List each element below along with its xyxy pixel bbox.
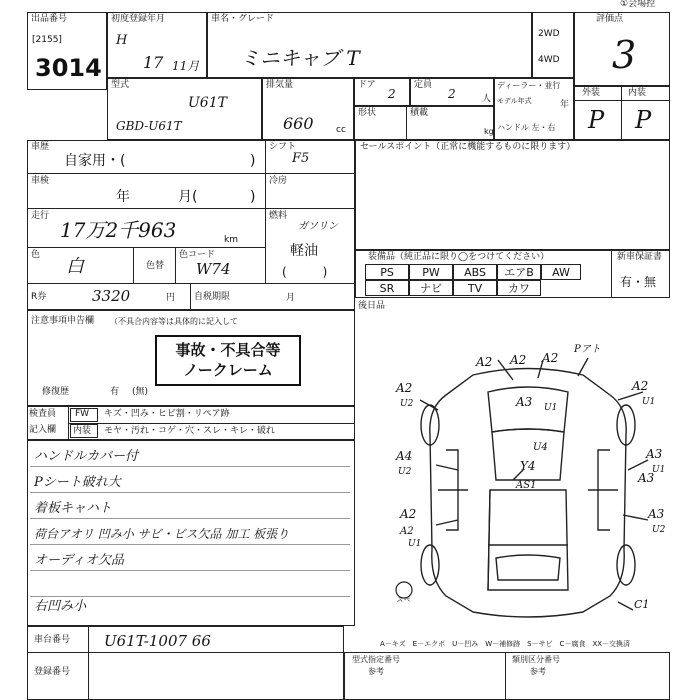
int-label: 内装 — [628, 88, 647, 98]
reg-month: 11月 — [172, 59, 200, 73]
damage-mark: A2 — [510, 353, 527, 367]
damage-mark: A2 — [396, 381, 413, 395]
use-close: ) — [250, 153, 256, 169]
lot-number: 3014 — [35, 54, 102, 82]
fuel-gas: ガソリン — [298, 221, 338, 232]
damage-mark: A3 — [638, 471, 655, 485]
shift-label: シフト — [269, 142, 297, 152]
damage-mark: AS1 — [516, 480, 537, 491]
model-label: 型式 — [111, 80, 130, 90]
insp-close: ) — [250, 189, 256, 205]
handle-label: ハンドル 左・右 — [497, 123, 556, 132]
score-value: 3 — [612, 33, 637, 77]
equip-item-aw: AW — [541, 264, 581, 280]
fw-items: キズ・凹み・ヒビ割・リペア跡 — [104, 409, 230, 419]
cap-unit: 人 — [482, 94, 492, 104]
damage-mark: U4 — [533, 442, 548, 453]
doors-label: ドア — [358, 80, 376, 90]
inspection-label: 車検 — [31, 176, 50, 186]
damage-mark: A4 — [396, 449, 413, 463]
drive-4wd: 4WD — [538, 55, 560, 65]
class-label: 類別区分番号 — [512, 655, 560, 664]
month-char: 月( — [178, 189, 198, 205]
no-claim-stamp — [155, 335, 301, 386]
disp-label: 排気量 — [266, 80, 294, 90]
equip-label: 装備品（純正品に限り◯をつけてください） — [368, 252, 550, 262]
yen-label: 円 — [166, 293, 176, 303]
damage-mark: A3 — [646, 447, 663, 461]
damage-mark: U1 — [544, 403, 558, 413]
damage-mark: A2 — [400, 507, 417, 521]
drive-2wd: 2WD — [538, 29, 560, 39]
equip-item-sr: SR — [365, 280, 409, 296]
ext-label: 外装 — [582, 88, 601, 98]
dealer-label: ディーラー・並行 — [497, 81, 561, 90]
damage-mark: U2 — [652, 525, 666, 535]
shift-value: F5 — [292, 151, 310, 166]
drive-box — [532, 12, 574, 78]
recycle-label: R券 — [31, 292, 47, 302]
mileage-value: 17万2千963 — [60, 218, 177, 242]
cert-ref: 参考 — [368, 667, 384, 676]
color-change-label: 色替 — [146, 261, 165, 271]
damage-mark: Y4 — [520, 459, 536, 473]
damage-mark: A2 — [542, 351, 559, 365]
year-char: 年 — [116, 189, 130, 205]
name-label: 車名・グレード — [211, 14, 275, 24]
reg-label: 初度登録年月 — [111, 14, 166, 24]
inspector-label-2: 記入欄 — [29, 425, 57, 435]
year-unit: 年 — [560, 100, 570, 110]
notice-label: 注意事項申告欄 — [31, 316, 95, 326]
damage-mark: Pアト — [574, 344, 601, 355]
sales-label: セールスポイント（正常に機能するものに限ります） — [360, 142, 576, 152]
wheel-rear-right — [617, 545, 635, 585]
color-label: 色 — [31, 250, 41, 260]
recycle-value: 3320 — [92, 287, 131, 305]
fuel-paren: ( ) — [282, 265, 328, 279]
fuel-label: 燃料 — [269, 211, 288, 221]
damage-mark: U2 — [400, 399, 414, 409]
sales-frame — [355, 140, 670, 250]
tax-label: 自税期限 — [194, 292, 231, 302]
note-5: オーディオ欠品 — [34, 553, 124, 568]
car-name: ミニキャブ T — [240, 46, 360, 70]
doors-value: 2 — [388, 87, 396, 101]
repair-value: 有 — [110, 387, 120, 397]
new-car-label: 新車保証書 — [617, 252, 663, 262]
repair-label: 修復歴 — [42, 387, 70, 397]
damage-mark: U1 — [642, 397, 656, 407]
cert-label: 型式指定番号 — [352, 655, 400, 664]
interior-label: 内装 — [73, 426, 92, 436]
fuel-diesel: 軽油 — [290, 243, 318, 259]
damage-mark: U1 — [652, 465, 666, 475]
note-1: ハンドルカバー付 — [34, 449, 139, 464]
new-car-value: 有・無 — [620, 275, 657, 289]
tax-month: 月 — [286, 293, 296, 303]
damage-mark: スペ — [396, 596, 410, 604]
truck-bed — [488, 490, 568, 590]
damage-mark: C1 — [634, 598, 650, 611]
cc-label: cc — [336, 125, 346, 135]
ext-grade: P — [588, 106, 605, 134]
damage-mark: A2 — [400, 526, 414, 537]
km-label: km — [224, 235, 238, 245]
use-label: 車歴 — [31, 142, 50, 152]
use-value: 自家用・( — [64, 153, 126, 169]
lot-sub: [2155] — [32, 35, 62, 45]
equip-item-: カワ — [497, 280, 541, 296]
damage-mark: A2 — [632, 379, 649, 393]
vehicle-damage-diagram — [378, 340, 678, 630]
wheel-rear-left — [421, 545, 439, 585]
cap-label: 定員 — [414, 80, 433, 90]
notice-text: （不具合内容等は具体的に記入して — [110, 317, 238, 326]
damage-mark: U1 — [408, 539, 422, 549]
equip-item-tv: TV — [453, 280, 497, 296]
equip-item-abs: ABS — [453, 264, 497, 280]
reg-number-label: 登録番号 — [34, 667, 71, 677]
damage-mark: A2 — [476, 355, 493, 369]
kg-label: kg — [484, 127, 494, 136]
reg-year: 17 — [143, 53, 164, 72]
venue-label: ①会場控 — [620, 0, 656, 9]
color-code: W74 — [196, 260, 231, 278]
interior-items: モヤ・汚れ・コゲ・穴・スレ・キレ・破れ — [104, 426, 275, 436]
ac-label: 冷房 — [269, 176, 288, 186]
disp-value: 660 — [283, 114, 314, 133]
model-full: GBD-U61T — [116, 119, 182, 133]
int-grade: P — [635, 106, 652, 134]
equip-item-b: エアB — [497, 264, 541, 280]
damage-mark: A3 — [648, 507, 665, 521]
score-label: 評価点 — [596, 14, 624, 24]
equip-item-ps: PS — [365, 264, 409, 280]
lot-label: 出品番号 — [31, 14, 68, 24]
equip-item-pw: PW — [409, 264, 453, 280]
color-value: 白 — [66, 256, 84, 277]
note-6: 右凹み小 — [34, 599, 87, 614]
chassis-value: U61T-1007 66 — [104, 632, 211, 650]
model-code: U61T — [188, 95, 227, 111]
mileage-label: 走行 — [31, 211, 50, 221]
repair-paren: (無) — [132, 387, 149, 397]
damage-legend: A－キズ E－エクボ U－凹み W－補修跡 S－サビ C－腐食 XX－交換済 — [380, 640, 631, 648]
damage-mark: U2 — [398, 467, 412, 477]
reg-era: H — [116, 33, 128, 48]
note-4: 荷台アオリ 凹み小 サビ・ビス欠品 加工 板張り — [34, 527, 290, 541]
equip-item-: ナビ — [409, 280, 453, 296]
model-year-label: モデル年式 — [497, 97, 532, 105]
load-label: 積載 — [410, 108, 429, 118]
note-2: Pシート破れ大 — [34, 475, 121, 490]
stamp-line-2: ノークレーム — [183, 361, 273, 380]
cap-value: 2 — [448, 87, 456, 101]
fw-label: FW — [75, 409, 90, 419]
note-3: 着板キャハト — [34, 501, 112, 516]
stamp-line-1: 事故・不具合等 — [175, 341, 281, 359]
inspector-label-1: 検査員 — [29, 409, 57, 419]
damage-mark: A3 — [516, 395, 533, 409]
shape-label: 形状 — [358, 108, 377, 118]
color-code-label: 色コード — [179, 250, 216, 260]
chassis-label: 車台番号 — [34, 635, 71, 645]
after-label: 後日品 — [358, 301, 386, 311]
class-ref: 参考 — [530, 667, 546, 676]
